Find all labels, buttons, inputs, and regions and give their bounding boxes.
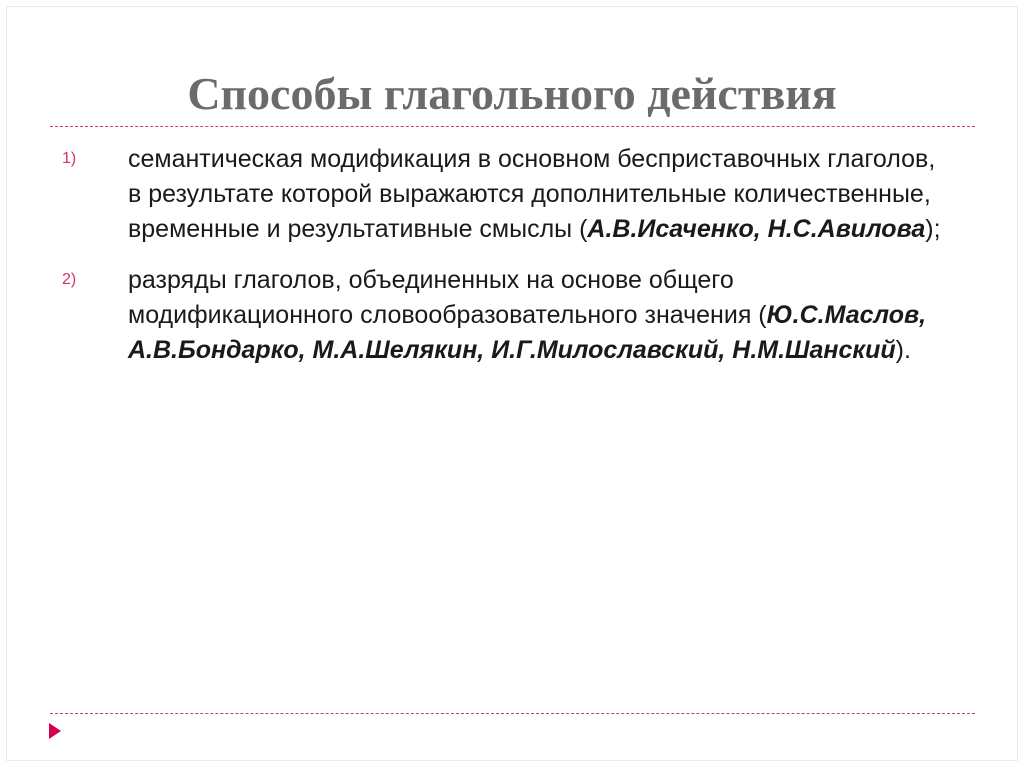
footer-divider (50, 713, 975, 714)
slide-content (62, 142, 942, 384)
slide-title: Способы глагольного действия (187, 68, 837, 119)
list-item-number: 2) (62, 271, 77, 288)
list-item (62, 142, 942, 247)
play-arrow-icon[interactable] (49, 723, 61, 739)
title-divider (50, 126, 975, 127)
list-item-text: разряды глаголов, объединенных на основе общего модификационного словообразовательного значения ( (128, 266, 767, 329)
list-item-text: семантическая модификация в основном бесприставочных глаголов, в результате которой выражаются дополнительные количественные, временные и результативные смыслы ( (128, 145, 936, 243)
list-item-authors: А.В.Исаченко, Н.С.Авилова (587, 215, 926, 243)
list-item-number: 1) (62, 150, 77, 167)
list-item (62, 263, 942, 368)
list-item-suffix: ). (895, 336, 911, 364)
list-item-suffix: ); (925, 215, 941, 243)
list-item-authors: Ю.С.Маслов, А.В.Бондарко, М.А.Шелякин, И.Г.Милославский, Н.М.Шанский (128, 301, 927, 364)
